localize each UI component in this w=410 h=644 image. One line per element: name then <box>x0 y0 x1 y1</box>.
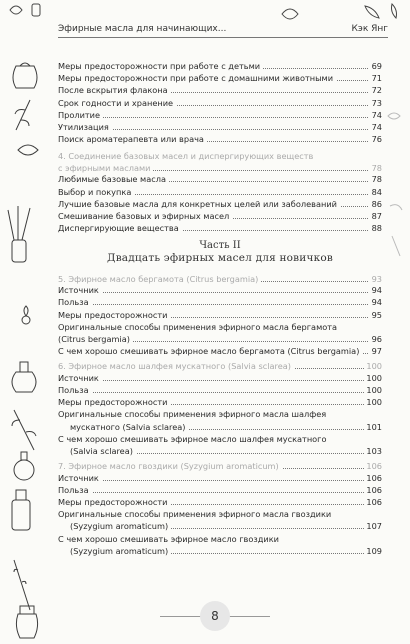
part-heading <box>58 240 382 264</box>
table-of-contents <box>58 60 382 557</box>
chapter-title[interactable]: 6. Эфирное масло шалфея мускатного (Salvia sclarea) 100 <box>58 361 382 372</box>
leaf-icon <box>18 145 38 155</box>
running-header <box>58 24 388 40</box>
chapter-title[interactable]: 7. Эфирное масло гвоздики (Syzygium aromaticum) 106 <box>58 461 382 472</box>
dropper-bottle-icon <box>12 490 30 530</box>
toc-entry[interactable]: мускатного (Salvia sclarea) 101 <box>58 421 382 433</box>
toc-entry[interactable]: (Syzygium aromaticum) 109 <box>58 545 382 557</box>
chapter-title[interactable]: 4. Соединение базовых масел и диспергирующих веществ <box>58 150 382 162</box>
toc-entry[interactable]: Поиск ароматерапевта или врача 76 <box>58 134 382 145</box>
toc-entry[interactable]: Польза 100 <box>58 384 382 395</box>
toc-entry[interactable]: Оригинальные способы применения эфирного масла шалфея <box>58 408 382 420</box>
header-author: Кэк Янг <box>351 24 388 34</box>
toc-entry[interactable]: Польза 94 <box>58 297 382 308</box>
toc-entry[interactable]: Диспергирующие вещества 88 <box>58 223 382 234</box>
toc-entry[interactable]: Польза 106 <box>58 484 382 495</box>
flower-icon <box>22 306 30 324</box>
leaf-icon <box>365 6 379 18</box>
branch-icon <box>15 100 30 130</box>
chapter-title[interactable]: с эфирными маслами 78 <box>58 162 382 173</box>
page-number: 8 <box>200 601 230 631</box>
jar-icon <box>16 606 37 638</box>
toc-entry[interactable]: Меры предосторожности 100 <box>58 397 382 408</box>
toc-entry[interactable]: Меры предосторожности 95 <box>58 309 382 320</box>
toc-entry[interactable]: С чем хорошо смешивать эфирное масло шалфея мускатного <box>58 433 382 445</box>
toc-entry[interactable]: Лучшие базовые масла для конкретных целей или заболеваний 86 <box>58 198 382 209</box>
lavender-icon <box>14 560 30 610</box>
toc-entry[interactable]: Меры предосторожности при работе с детьми 69 <box>58 61 382 71</box>
toc-entry[interactable]: Меры предосторожности 106 <box>58 496 382 507</box>
toc-entry[interactable]: Оригинальные способы применения эфирного масла бергамота <box>58 321 382 333</box>
toc-entry[interactable]: Источник 100 <box>58 372 382 383</box>
toc-entry[interactable]: Источник 94 <box>58 285 382 296</box>
header-rule <box>58 37 388 38</box>
toc-entry[interactable]: (Citrus bergamia) 96 <box>58 333 382 344</box>
toc-entry[interactable]: Источник 106 <box>58 472 382 483</box>
left-illustration-column <box>0 0 52 644</box>
toc-entry[interactable]: С чем хорошо смешивать эфирное масло гвоздики <box>58 533 382 545</box>
toc-entry[interactable]: Пролитие 74 <box>58 109 382 120</box>
herb-sack-icon <box>13 63 37 88</box>
bottle-icon <box>12 362 36 392</box>
toc-entry[interactable]: Смешивание базовых и эфирных масел 87 <box>58 210 382 221</box>
right-decoration <box>382 36 410 276</box>
part-number: Часть II <box>199 240 241 252</box>
toc-entry[interactable]: С чем хорошо смешивать эфирное масло бергамота (Citrus bergamia) 97 <box>58 346 382 357</box>
toc-entry[interactable]: Оригинальные способы применения эфирного масла гвоздики <box>58 508 382 520</box>
toc-entry[interactable]: Выбор и покупка 84 <box>58 186 382 197</box>
round-flask-icon <box>14 452 34 480</box>
part-title: Двадцать эфирных масел для новичков <box>106 252 334 265</box>
header-book-title: Эфирные масла для начинающих... <box>58 24 227 34</box>
toc-entry[interactable]: Утилизация 74 <box>58 121 382 132</box>
toc-entry[interactable]: (Salvia sclarea) 103 <box>58 445 382 457</box>
chapter-title[interactable]: 5. Эфирное масло бергамота (Citrus bergamia) 93 <box>58 273 382 284</box>
diffuser-sticks-icon <box>8 206 30 262</box>
toc-entry[interactable]: Меры предосторожности при работе с домашними животными 71 <box>58 73 382 84</box>
toc-entry[interactable]: (Syzygium aromaticum) 107 <box>58 520 382 532</box>
toc-entry[interactable]: Срок годности и хранение 73 <box>58 97 382 108</box>
toc-entry[interactable]: Любимые базовые масла 78 <box>58 174 382 185</box>
toc-entry[interactable]: После вскрытия флакона 72 <box>58 85 382 96</box>
herb-sprig-icon <box>12 410 36 450</box>
